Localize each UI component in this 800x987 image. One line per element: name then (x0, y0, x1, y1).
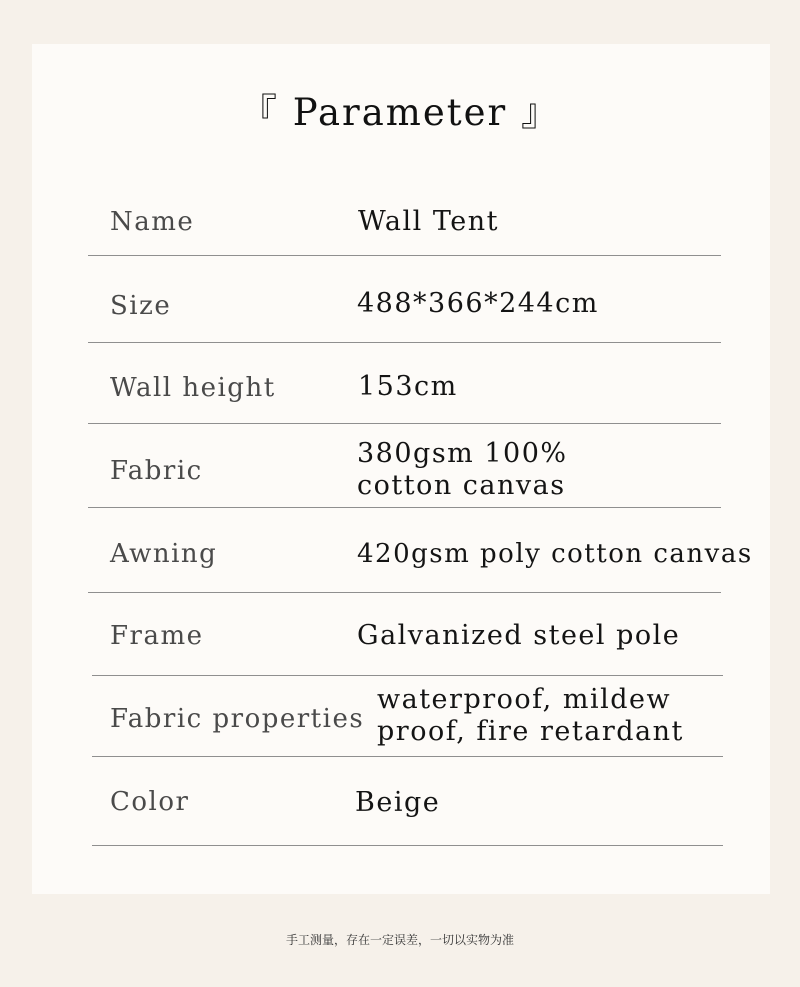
row-value-size: 488*366*244cm (357, 288, 599, 319)
row-value-name: Wall Tent (358, 206, 499, 237)
row-label-fabric-properties: Fabric properties (110, 704, 365, 734)
row-label-frame: Frame (110, 621, 204, 651)
row-value-color: Beige (355, 787, 441, 818)
row-divider (92, 845, 723, 846)
row-label-fabric: Fabric (110, 456, 203, 486)
row-divider (88, 342, 721, 343)
row-divider (88, 255, 721, 256)
row-value-fabric-line1: 380gsm 100% (357, 438, 568, 469)
row-value-awning: 420gsm poly cotton canvas (357, 539, 753, 569)
row-label-size: Size (110, 291, 172, 321)
row-value-fabric-properties-line1: waterproof, mildew (377, 684, 672, 715)
row-label-awning: Awning (110, 539, 218, 569)
row-label-wall-height: Wall height (110, 373, 276, 403)
footer-note: 手工测量，存在一定误差，一切以实物为准 (285, 933, 514, 947)
page-title: 『 Parameter 』 (240, 91, 560, 134)
row-value-fabric-properties-line2: proof, fire retardant (377, 716, 684, 747)
row-value-wall-height: 153cm (358, 371, 458, 402)
row-label-name: Name (110, 207, 195, 237)
row-label-color: Color (110, 787, 190, 817)
row-divider (92, 675, 723, 676)
row-value-frame: Galvanized steel pole (357, 620, 681, 651)
row-divider (88, 423, 721, 424)
row-divider (92, 756, 723, 757)
row-divider (88, 507, 721, 508)
row-divider (88, 592, 721, 593)
row-value-fabric-line2: cotton canvas (357, 470, 566, 501)
